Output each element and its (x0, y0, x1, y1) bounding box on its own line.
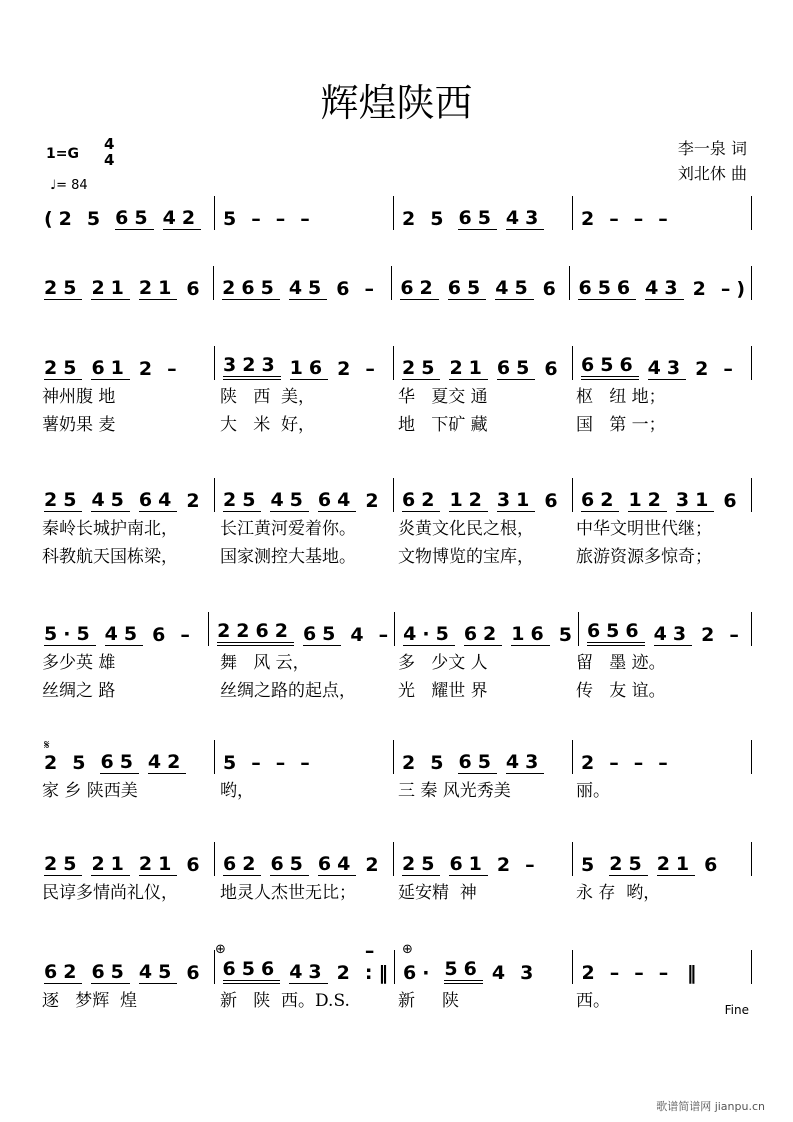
measure (214, 940, 394, 984)
lyric-text: 哟， (220, 780, 254, 801)
note-group: 61 (91, 357, 130, 379)
lyric-text: 丝绸之 路 (42, 680, 116, 701)
measure (572, 478, 751, 512)
note-group: – (251, 208, 267, 230)
note-group: 25 (609, 853, 648, 875)
note-group: (2 (44, 208, 78, 230)
note-group: 5 (581, 854, 601, 876)
measure (393, 478, 572, 512)
note-group: 21 (138, 853, 178, 875)
lyric-text: 家 乡 陕西美 (42, 780, 138, 801)
note-group: – (300, 208, 316, 230)
measure (213, 266, 391, 300)
lyric-text: 炎黄文化民之根， (398, 518, 534, 539)
lyric-text: 文物博览的宝库， (398, 546, 534, 567)
lyric-text: 秦岭长城护南北， (42, 518, 178, 539)
measure (578, 612, 751, 646)
measure (214, 196, 393, 230)
note-group: – (275, 752, 292, 774)
notes-row (40, 616, 752, 646)
measure (393, 196, 572, 230)
note-group: 61 (449, 853, 488, 875)
measure (40, 842, 214, 876)
lyric-text: 三 秦 风光秀美 (398, 780, 511, 801)
score-system (40, 846, 752, 904)
notes-row (40, 744, 752, 774)
lyric-text: 大 米 好， (220, 414, 316, 435)
note-group: 2 (692, 278, 712, 300)
note-group: 5·5 (44, 623, 96, 645)
lyric-text: 多少英 雄 (42, 652, 116, 673)
notes-row (40, 846, 752, 876)
note-group: 2 (402, 752, 422, 774)
note-group: 45 (495, 277, 534, 299)
note-group: 65 (458, 207, 497, 229)
lyric-text: 光 耀世 界 (398, 680, 488, 701)
note-group: 65 (270, 853, 309, 875)
measure (572, 346, 751, 380)
measure (393, 842, 572, 876)
lyrics-line (40, 646, 752, 674)
note-group: 25 (402, 357, 441, 379)
composer: 刘北休 曲 (677, 164, 747, 183)
score-system (40, 940, 752, 1012)
note-group: – (378, 624, 395, 646)
lyric-text: 国家测控大基地。 (220, 546, 356, 567)
notes-row (40, 350, 752, 380)
lyric-text: 多 少文 人 (398, 652, 488, 673)
note-group: 5 (430, 208, 450, 230)
key-signature: 1=G (46, 146, 79, 162)
note-group: 65 (447, 277, 487, 299)
note-group: 16 (289, 357, 329, 379)
lyric-text: 永 存 哟， (576, 882, 661, 903)
lyric-text: 传 友 谊。 (576, 680, 666, 701)
note-group: 64 (317, 489, 357, 511)
measure (394, 950, 573, 984)
tempo-marking: ♩= 84 (50, 178, 88, 193)
note-group: 656 (587, 620, 645, 646)
note-group: – (609, 962, 626, 984)
lyric-text: 神州腹 地 (42, 386, 116, 407)
song-title: 辉煌陕西 (320, 81, 473, 125)
note-group: 21 (91, 277, 130, 299)
note-group: – (251, 752, 267, 774)
note-group: 2 (365, 854, 385, 876)
measure (40, 950, 214, 984)
note-group: 21 (91, 853, 130, 875)
measure (214, 346, 393, 380)
note-group: 6 (186, 278, 206, 300)
lyric-text: 地灵人杰世无比； (220, 882, 356, 903)
note-group: 6 (723, 490, 743, 512)
note-group: 43 (647, 357, 687, 379)
note-group: 12 (449, 489, 488, 511)
note-group: 6 (544, 358, 564, 380)
note-group: – ‖ (658, 962, 703, 984)
measure (394, 612, 578, 646)
lyrics-line (40, 674, 752, 702)
lyricist: 李一泉 词 (677, 139, 747, 158)
note-group: 62 (44, 961, 83, 983)
barline (751, 950, 752, 984)
note-group: 64 (317, 853, 357, 875)
score-system (40, 200, 752, 230)
lyric-text: 民谆多情尚礼仪， (42, 882, 178, 903)
measure (40, 266, 213, 300)
note-group: 65 (458, 751, 497, 773)
note-group: – (634, 962, 650, 984)
note-group: 65 (100, 751, 139, 773)
note-group: 2 (186, 490, 206, 512)
note-group: 25 (402, 853, 441, 875)
note-group: 2 (402, 208, 422, 230)
note-group: 21 (449, 357, 488, 379)
barline (751, 478, 752, 512)
note-group: 2 (365, 490, 385, 512)
note-group: – (167, 358, 183, 380)
lyrics-line (40, 408, 752, 436)
score-system (40, 350, 752, 436)
coda-icon-2: ⊕ (402, 942, 413, 957)
measure (572, 950, 751, 984)
lyric-text: 薯奶果 麦 (42, 414, 116, 435)
measure (391, 266, 569, 300)
score-system (40, 270, 752, 300)
note-group: 2262 (217, 620, 294, 646)
note-group: 62 (402, 489, 441, 511)
lyric-text: 丝绸之路的起点， (220, 680, 356, 701)
note-group: 56 (444, 958, 482, 984)
barline (751, 842, 752, 876)
measure (393, 740, 572, 774)
note-group: 62 (581, 489, 620, 511)
note-group: 2 (581, 752, 601, 774)
note-group: 3 (520, 962, 540, 984)
note-group: 5 (558, 624, 578, 646)
lyric-text: 新 陕 (398, 990, 460, 1011)
coda-icon: ⊕ (215, 942, 226, 957)
notes-row (40, 482, 752, 512)
note-group: 5 (430, 752, 450, 774)
time-sig-top: 4 (104, 135, 115, 153)
note-group: 6 (542, 278, 562, 300)
note-group: – (365, 358, 381, 380)
note-group: 5 (223, 752, 243, 774)
note-group: 25 (223, 489, 262, 511)
measure (214, 740, 393, 774)
note-group: 45 (270, 489, 309, 511)
note-group: 2 (581, 208, 601, 230)
lyric-text: 留 墨 迹。 (576, 652, 666, 673)
measure (40, 196, 214, 230)
notes-row (40, 940, 752, 984)
lyrics-line (40, 984, 752, 1012)
note-group: 2 (581, 962, 601, 984)
lyric-text: 逐 梦辉 煌 (42, 990, 138, 1011)
measure (569, 266, 751, 300)
note-group: 62 (223, 853, 262, 875)
note-group: 42 (162, 207, 202, 229)
barline (751, 266, 752, 300)
note-group: 6 (704, 854, 724, 876)
score-system (40, 482, 752, 568)
note-group: 62 (463, 623, 503, 645)
note-group: 64 (138, 489, 178, 511)
note-group: 65 (496, 357, 536, 379)
note-group: 42 (147, 751, 187, 773)
note-group: 656 (578, 277, 637, 299)
note-group: 6· (402, 962, 436, 984)
note-group: 6 (186, 962, 206, 984)
note-group: 31 (675, 489, 715, 511)
lyric-text: 延安精 神 (398, 882, 477, 903)
note-group: 2 (138, 358, 159, 380)
note-group: 265 (222, 277, 280, 299)
note-group: – (729, 624, 745, 646)
note-group: 62 (400, 277, 439, 299)
barline (751, 740, 752, 774)
watermark: 歌谱简谱网 jianpu.cn (656, 1100, 765, 1113)
note-group: 25 (44, 277, 83, 299)
note-group: 16 (511, 623, 550, 645)
score-system (40, 616, 752, 702)
note-group: 2 (337, 358, 357, 380)
note-group: 2 (695, 358, 715, 380)
note-group: 2 (701, 624, 721, 646)
note-group: 4 (491, 962, 512, 984)
note-group: 43 (289, 961, 328, 983)
lyric-text: 国 第 一； (576, 414, 666, 435)
note-group: – (723, 358, 739, 380)
note-group: 45 (91, 489, 130, 511)
note-group: 43 (645, 277, 684, 299)
measure (572, 842, 751, 876)
note-group: – (633, 208, 650, 230)
note-group: 5 (72, 752, 92, 774)
note-group: 2 (44, 752, 64, 774)
lyric-text: 中华文明世代继； (576, 518, 712, 539)
measure (208, 612, 394, 646)
time-sig-bottom: 4 (104, 151, 115, 169)
note-group: 65 (302, 623, 342, 645)
note-group: 6 (186, 854, 206, 876)
lyric-text: 枢 纽 地； (576, 386, 666, 407)
measure (572, 740, 751, 774)
barline (751, 346, 752, 380)
note-group: 43 (505, 751, 545, 773)
measure (40, 612, 208, 646)
note-group: – (633, 752, 650, 774)
lyric-text: 长江黄河爱着你。 (220, 518, 356, 539)
note-group: – :‖ (364, 940, 394, 984)
note-group: 45 (138, 961, 178, 983)
measure (214, 478, 393, 512)
note-group: 323 (223, 354, 281, 380)
note-group: – (180, 624, 196, 646)
note-group: 31 (496, 489, 536, 511)
fine-marking: Fine (724, 1003, 749, 1017)
note-group: 25 (44, 357, 83, 379)
note-group: 5 (86, 208, 107, 230)
note-group: – (658, 208, 674, 230)
lyric-text: 华 夏交 通 (398, 386, 488, 407)
lyrics-line (40, 876, 752, 904)
note-group: 45 (288, 277, 328, 299)
measure (214, 842, 393, 876)
note-group: 6 (544, 490, 564, 512)
lyric-text: 西。 (576, 990, 610, 1011)
note-group: 65 (115, 207, 154, 229)
note-group: 4·5 (403, 623, 455, 645)
note-group: 43 (653, 623, 693, 645)
note-group: 5 (223, 208, 243, 230)
note-group: – (609, 752, 625, 774)
note-group: – (609, 208, 625, 230)
note-group: – (525, 854, 541, 876)
note-group: 65 (91, 961, 130, 983)
segno-icon: 𝄋 (44, 738, 50, 753)
note-group: 6 (152, 624, 172, 646)
time-signature (104, 136, 114, 168)
measure (393, 346, 572, 380)
barline (751, 196, 752, 230)
note-group: –) (720, 278, 752, 300)
lyric-text: 旅游资源多惊奇； (576, 546, 712, 567)
note-group: – (658, 752, 674, 774)
note-group: 2 (496, 854, 517, 876)
lyric-text: 舞 风 云， (220, 652, 310, 673)
note-group: 25 (44, 853, 83, 875)
note-group: 43 (505, 207, 545, 229)
lyric-text: 新 陕 西。D.S. (220, 990, 350, 1011)
measure (572, 196, 751, 230)
credits (678, 136, 747, 186)
notes-row (40, 270, 752, 300)
note-group: 25 (44, 489, 83, 511)
lyrics-line (40, 380, 752, 408)
barline (751, 612, 752, 646)
note-group: – (300, 752, 316, 774)
note-group: – (364, 278, 381, 300)
note-group: – (275, 208, 292, 230)
note-group: 656 (223, 958, 281, 984)
note-group: 21 (138, 277, 178, 299)
lyric-text: 陕 西 美， (220, 386, 316, 407)
note-group: 656 (581, 354, 639, 380)
measure (40, 346, 214, 380)
lyrics-line (40, 540, 752, 568)
note-group: 2 (336, 962, 356, 984)
score-system (40, 744, 752, 802)
lyric-text: 丽。 (576, 780, 610, 801)
note-group: 6 (336, 278, 356, 300)
note-group: 12 (628, 489, 667, 511)
lyric-text: 地 下矿 藏 (398, 414, 488, 435)
notes-row (40, 200, 752, 230)
note-group: 4 (350, 624, 370, 646)
lyrics-line (40, 774, 752, 802)
note-group: 21 (656, 853, 696, 875)
measure (40, 740, 214, 774)
measure (40, 478, 214, 512)
note-group: 45 (104, 623, 144, 645)
lyric-text: 科教航天国栋梁， (42, 546, 178, 567)
lyrics-line (40, 512, 752, 540)
